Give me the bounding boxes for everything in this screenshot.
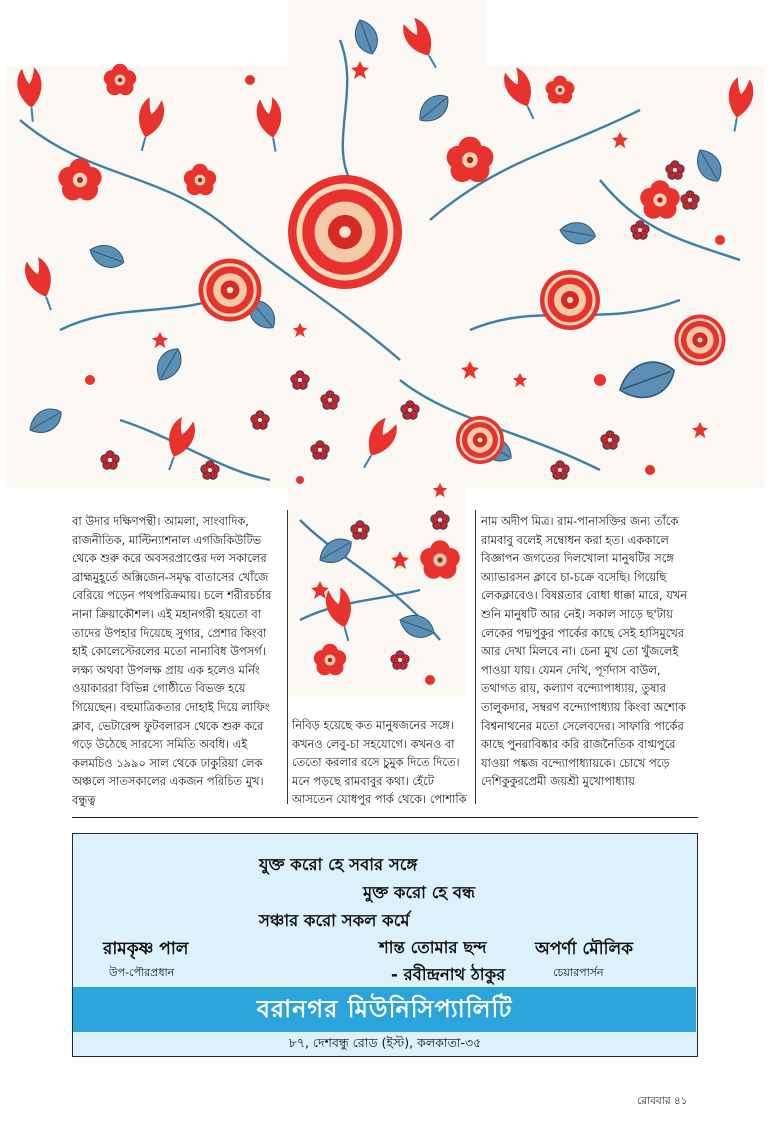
municipality-name: বরানগর মিউনিসিপ্যালিটি: [256, 995, 513, 1023]
municipality-address: ৮৭, দেশবন্ধু রোড (ইস্ট), কলকাতা-৩৫: [288, 1035, 482, 1050]
verse-line-3: সঞ্চার করো সকল কর্মে: [259, 911, 410, 930]
municipality-advertisement: [72, 833, 698, 1057]
verse-line-1: যুক্ত করো হে সবার সঙ্গে: [259, 855, 418, 874]
right-person-name: অপর্ণা মৌলিক: [535, 939, 634, 959]
municipality-banner: [73, 987, 696, 1032]
article-column-1: বা উদার দক্ষিণপন্থী। আমলা, সাংবাদিক, রাজনীতিক, মাল্টিন্যাশনাল এগজিকিউটিভ থেকে শুরু করে অবসরপ্রাপ্তের দল সকালের ব্রাহ্মমুহূর্তে অক্সিজেন-সমৃদ্ধ বাতাসের খোঁজে বেরিয়ে পড়েন পথপরিক্রমায়। চলে শরীরচর্চার নানা ক্রিয়াকৌশল। এই মহানগরী হয়তো বা তাদের উপহার দিয়েছে সুগার, প্রেশার কিংবা হাই কোলেস্টেরলের মতো নানাবিধ উপসর্গ। লক্ষ্য অথবা উপলক্ষ প্রায় এক হলেও মর্নিং ওয়াকাররা বিভিন্ন গোষ্ঠীতে বিভক্ত হয়ে গিয়েছেন। বহুমাত্রিকতার দোহাই দিয়ে লাফিং ক্লাব, ভেটারেন্স ফুটবলারস থেকে শুরু করে গড়ে উঠেছে সারস্যে সমিতি অবধি। এই কলমচিও ১৯৯০ সাল থেকে ঢাকুরিয়া লেক অঞ্চলে সাতসকালের একজন পরিচিত মুখ। বন্ধুত্ব: [72, 514, 272, 807]
article-bottom-rule: [72, 817, 698, 818]
verse-line-4: শান্ত তোমার ছন্দ: [379, 938, 487, 957]
right-person-title: চেয়ারপার্সন: [553, 966, 604, 979]
article-column-2: নিবিড় হয়েছে কত মানুষজনের সঙ্গে। কখনও লেবু-চা সহযোগে। কখনও বা তেতো করলার রসে চুমুক দিতে দিতে। মনে পড়ছে রামবাবুর কথা। হেঁটে আসতেন যোধপুর পার্ক থেকে। পোশাকি: [292, 718, 467, 807]
column-divider: [475, 510, 476, 804]
left-person-name: রামকৃষ্ণ পাল: [103, 939, 189, 959]
column-divider: [287, 510, 288, 804]
verse-attribution: - রবীন্দ্রনাথ ঠাকুর: [391, 965, 506, 984]
left-person-title: উপ-পৌরপ্রধান: [109, 966, 175, 979]
article-column-3: নাম অদীপ মিত্র। রাম-পানাসক্তির জন্য তাঁকে রামবাবু বলেই সম্বোধন করা হত। এককালে বিজ্ঞাপন জগতের দিলখোলা মানুষটির সঙ্গে অ্যাভারসন ক্লাবে চা-চক্রে বসেছি। গিয়েছি লেকক্লাবেও। বিষণ্ণতার বোধা ধাক্কা মারে, যখন শুনি মানুষটি আর নেই। সকাল সাড়ে ছ'টায় লেকের পদ্মপুকুর পার্কের কাছে সেই হাসিমুখের আর দেখা মিলবে না। চেনা মুখ তো খুঁজলেই পাওয়া যায়। যেমন দেখি, পূর্ণদাস বাউল, তথাগত রায়, কল্যাণ বন্দ্যোপাধ্যায়, তুষার তালুকদার, সম্বরণ বন্দ্যোপাধ্যায় কিংবা অশোক বিশ্বনাথনের মতো সেলেবদের। সাফারি পার্কের কাছে পুনরাবিষ্কার করি রাজনৈতিক বাগ্মপুরে যাওয়া পঙ্কজ বন্দ্যোপাধ্যায়কে। চোখে পড়ে দেশিকুকুরপ্রেমী জয়শ্রী মুখোপাধ্যায়: [481, 514, 688, 789]
verse-line-2: মুক্ত করো হে বন্ধ: [363, 883, 476, 902]
page-number: রোববার ৪১: [637, 1095, 688, 1107]
